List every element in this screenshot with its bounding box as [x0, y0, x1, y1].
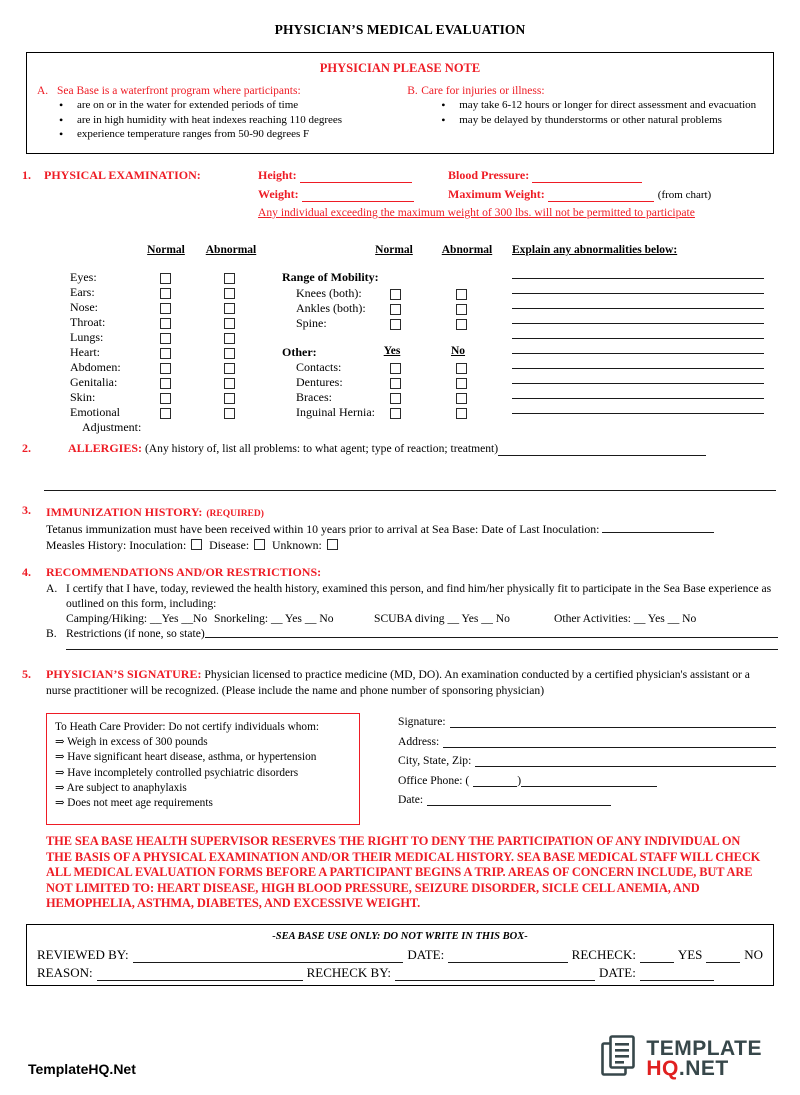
recheck-yes-input[interactable]: [640, 950, 674, 963]
checkbox-measles-inoculation[interactable]: [191, 539, 202, 550]
restrictions-input[interactable]: [205, 626, 778, 638]
header-abnormal-right: Abnormal: [441, 244, 493, 256]
signature-label: Signature:: [398, 715, 446, 728]
recheck-no-input[interactable]: [706, 950, 740, 963]
note-b-heading: [407, 85, 763, 97]
exam-label-lungs: Lungs:: [70, 330, 104, 344]
provider-item-text: Does not meet age requirements: [67, 797, 213, 810]
signature-fields: [398, 715, 776, 813]
section2-title: ALLERGIES:: [68, 441, 143, 455]
section2-body: [68, 441, 776, 456]
exam-label-genitalia: Genitalia:: [70, 375, 118, 389]
exam-label-ears: Ears:: [70, 285, 95, 299]
logo-wordmark: [646, 1036, 762, 1080]
height-field: [258, 168, 448, 183]
measles-disease-label: Disease:: [209, 538, 250, 552]
address-row: [398, 735, 776, 748]
checkbox-measles-unknown[interactable]: [327, 539, 338, 550]
note-a-heading: [37, 85, 407, 97]
exam-label-skin: Skin:: [70, 390, 96, 404]
section4-b-letter: B.: [46, 627, 57, 640]
activity-scuba-diving[interactable]: SCUBA diving __ Yes __ No: [374, 612, 510, 625]
templatehq-logo: [600, 1034, 762, 1083]
abnormality-explanation-lines: [512, 264, 764, 414]
activity-other[interactable]: Other Activities: __ Yes __ No: [554, 612, 697, 625]
explanation-line[interactable]: [512, 324, 764, 339]
note-a-letter: A.: [37, 85, 49, 97]
header-explain: Explain any abnormalities below:: [512, 244, 678, 256]
measles-label: Measles History: Inoculation:: [46, 538, 187, 552]
tetanus-row: [46, 521, 778, 537]
max-weight-label: Maximum Weight:: [448, 187, 545, 201]
header-normal-left: Normal: [147, 244, 185, 256]
section-physician-signature: [0, 667, 800, 707]
explanation-line[interactable]: [512, 279, 764, 294]
checkbox-inguinal-hernia-yes[interactable]: [390, 406, 401, 424]
list-item: • may be delayed by thunderstorms or other natural problems: [459, 113, 763, 128]
physician-note-column-a: [37, 85, 407, 142]
logo-net-text: .NET: [678, 1056, 729, 1080]
weight-maxweight-row: [258, 187, 788, 202]
required-tag: (REQUIRED): [206, 509, 264, 519]
allergies-continuation-line[interactable]: [44, 490, 776, 491]
weight-field: [258, 187, 448, 202]
recheck-date-label: DATE:: [599, 964, 636, 980]
address-input[interactable]: [443, 736, 776, 748]
checkbox-spine-abnormal[interactable]: [456, 317, 467, 335]
max-weight-input[interactable]: [548, 190, 654, 202]
other-label-braces: Braces:: [296, 390, 332, 404]
tetanus-text: Tetanus immunization must have been received within 10 years prior to arrival at Sea Base: Date of Last Inoculation:: [46, 522, 600, 536]
checkbox-emotional-normal[interactable]: [160, 406, 171, 424]
arrow-icon: ⇒: [55, 751, 65, 764]
mobility-label-knees: Knees (both):: [296, 286, 362, 300]
header-abnormal-left: Abnormal: [205, 244, 257, 256]
section3-body: [46, 503, 778, 553]
examination-grid: [0, 244, 800, 439]
section4-item-a: [46, 581, 778, 611]
mobility-label-ankles: Ankles (both):: [296, 301, 366, 315]
note-b-bullets: [407, 98, 763, 127]
note-a-bullets: [37, 98, 407, 142]
exam-label-adjustment: Adjustment:: [82, 420, 142, 434]
checkbox-measles-disease[interactable]: [254, 539, 265, 550]
section1-title: PHYSICAL EXAMINATION:: [44, 168, 201, 182]
section4-item-b: [46, 626, 778, 641]
max-weight-warning: Any individual exceeding the maximum weight of 300 lbs. will not be permitted to participate: [258, 206, 695, 219]
other-label-inguinal-hernia: Inguinal Hernia:: [296, 405, 375, 419]
section5-text: Physician licensed to practice medicine (MD, DO). An examination conducted by a certified physician's assistant or a nurse practitioner will be recognized. (Please include the name and phone number of sponsoring physician): [46, 668, 750, 697]
other-label-dentures: Dentures:: [296, 375, 343, 389]
explanation-line[interactable]: [512, 309, 764, 324]
restrictions-continuation-line[interactable]: [66, 649, 778, 650]
checkbox-emotional-abnormal[interactable]: [224, 406, 235, 424]
list-item: • may take 6-12 hours or longer for direct assessment and evacuation: [459, 98, 763, 113]
provider-and-signature-area: [0, 713, 800, 828]
sea-base-box-title: -SEA BASE USE ONLY: DO NOT WRITE IN THIS BOX-: [272, 930, 528, 942]
section4-number: 4.: [22, 565, 31, 579]
section2-number: 2.: [22, 441, 31, 455]
review-date-label: DATE:: [407, 946, 445, 962]
section5-number: 5.: [22, 667, 31, 681]
checkbox-spine-normal[interactable]: [390, 317, 401, 335]
provider-box-heading: To Heath Care Provider: Do not certify individuals whom:: [55, 721, 320, 733]
recheck-by-label: RECHECK BY:: [306, 964, 392, 980]
explanation-line[interactable]: [512, 294, 764, 309]
height-input[interactable]: [300, 171, 412, 183]
section4-body: [46, 565, 778, 650]
list-item: • are on or in the water for extended periods of time: [77, 98, 407, 113]
recheck-by-input[interactable]: [395, 968, 595, 981]
recheck-label: RECHECK:: [571, 946, 636, 962]
arrow-icon: ⇒: [55, 797, 65, 810]
section1-fields: [258, 168, 788, 219]
office-phone-area-input[interactable]: [473, 775, 517, 787]
logo-template-text: TEMPLATE: [646, 1036, 762, 1060]
explanation-line[interactable]: [512, 369, 764, 384]
recheck-no-label: NO: [744, 946, 763, 962]
signature-input[interactable]: [450, 716, 776, 728]
provider-item-text: Are subject to anaphylaxis: [66, 781, 187, 794]
section4-a-letter: A.: [46, 582, 58, 595]
signature-row: [398, 715, 776, 728]
tetanus-date-input[interactable]: [602, 521, 714, 533]
mobility-label-spine: Spine:: [296, 316, 327, 330]
provider-box-item: [55, 796, 351, 811]
city-state-zip-input[interactable]: [475, 755, 776, 767]
provider-box-item: [55, 750, 351, 765]
arrow-icon: ⇒: [55, 766, 65, 779]
exam-label-eyes: Eyes:: [70, 270, 97, 284]
height-bp-row: [258, 168, 788, 183]
exam-label-abdomen: Abdomen:: [70, 360, 121, 374]
sea-base-use-only-box: [26, 924, 774, 986]
blood-pressure-input[interactable]: [532, 171, 642, 183]
provider-box-item: [55, 735, 351, 750]
physician-note-box: [26, 52, 774, 154]
section3-title: IMMUNIZATION HISTORY:: [46, 505, 203, 519]
section5-title: PHYSICIAN’S SIGNATURE:: [46, 667, 202, 681]
other-heading: Other:: [282, 345, 317, 359]
physician-note-title: PHYSICIAN PLEASE NOTE: [319, 61, 481, 75]
office-phone-label: Office Phone: (: [398, 773, 470, 787]
date-label: Date:: [398, 793, 424, 806]
office-phone-paren: ): [517, 773, 522, 787]
office-phone-input[interactable]: [521, 775, 657, 787]
exam-label-emotional: Emotional: [70, 405, 120, 419]
physician-note-columns: [37, 85, 763, 142]
logo-hq-text: HQ: [646, 1056, 679, 1080]
header-normal-right: Normal: [375, 244, 413, 256]
section2-prompt: (Any history of, list all problems: to what agent; type of reaction; treatment): [144, 442, 499, 455]
section3-heading: [46, 503, 778, 521]
header-no: No: [450, 345, 466, 357]
explanation-line[interactable]: [512, 354, 764, 369]
section4-title: RECOMMENDATIONS AND/OR RESTRICTIONS:: [46, 565, 322, 579]
weight-input[interactable]: [302, 190, 414, 202]
arrow-icon: ⇒: [55, 736, 65, 749]
note-b-heading-text: Care for injuries or illness:: [421, 85, 545, 97]
provider-box-item: [55, 781, 351, 796]
date-input[interactable]: [427, 794, 611, 806]
reviewed-by-label: REVIEWED BY:: [37, 946, 129, 962]
blood-pressure-field: [448, 168, 788, 183]
note-a-heading-text: Sea Base is a waterfront program where participants:: [57, 85, 301, 97]
recheck-yes-label: YES: [677, 946, 703, 962]
page-footer: [0, 1025, 800, 1095]
weight-label: Weight:: [258, 187, 299, 201]
health-care-provider-box: [46, 713, 360, 825]
mobility-heading: Range of Mobility:: [282, 270, 379, 284]
exam-label-heart: Heart:: [70, 345, 100, 359]
note-b-letter: B.: [407, 85, 418, 97]
explanation-line[interactable]: [512, 384, 764, 399]
height-label: Height:: [258, 168, 297, 182]
logo-hqnet-text: [646, 1056, 762, 1080]
health-supervisor-warning: THE SEA BASE HEALTH SUPERVISOR RESERVES THE RIGHT TO DENY THE PARTICIPATION OF ANY INDIVIDUAL ON THE BASIS OF A PHYSICAL EXAMINATION AND/OR THEIR MEDICAL HISTORY. SEA BASE MEDICAL STAFF WILL CHECK ALL MEDICAL EVALUATION FORMS BEFORE A PARTICIPANT BEGINS A TRIP. AREAS OF CONCERN INCLUDE, BUT ARE NOT LIMITED TO: HEART DISEASE, HIGH BLOOD PRESSURE, SEIZURE DISORDER, SICLE CELL ANEMIA, AND HEMOPHELIA, ASTHMA, DIABETES, AND EXCESSIVE WEIGHT.: [46, 834, 761, 911]
measles-unknown-label: Unknown:: [272, 538, 322, 552]
exam-label-nose: Nose:: [70, 300, 98, 314]
physician-note-column-b: [407, 85, 763, 142]
date-row: [398, 793, 776, 806]
address-label: Address:: [398, 734, 440, 748]
from-chart-note: (from chart): [657, 189, 712, 201]
section-recommendations: [0, 565, 800, 657]
section-physical-examination: [0, 168, 800, 238]
measles-row: [46, 537, 778, 553]
section3-number: 3.: [22, 503, 31, 517]
provider-item-text: Have significant heart disease, asthma, or hypertension: [67, 751, 317, 764]
reason-input[interactable]: [97, 968, 303, 981]
recheck-date-input[interactable]: [640, 968, 714, 981]
blood-pressure-label: Blood Pressure:: [448, 168, 530, 182]
office-phone-row: [398, 774, 776, 787]
explanation-line[interactable]: [512, 399, 764, 414]
footer-site-name: TemplateHQ.Net: [28, 1061, 136, 1077]
arrow-icon: ⇒: [55, 781, 65, 794]
section5-body: [46, 667, 776, 698]
reviewed-by-input[interactable]: [133, 950, 404, 963]
explanation-line[interactable]: [512, 339, 764, 354]
reason-row: [37, 965, 763, 981]
section-allergies: [0, 441, 800, 483]
provider-item-text: Have incompletely controlled psychiatric disorders: [67, 766, 299, 779]
provider-item-text: Weigh in excess of 300 pounds: [67, 736, 208, 749]
list-item: • experience temperature ranges from 50-90 degrees F: [77, 127, 407, 142]
max-weight-field: [448, 187, 788, 202]
document-stack-icon: [600, 1034, 640, 1083]
checkbox-inguinal-hernia-no[interactable]: [456, 406, 467, 424]
header-yes: Yes: [383, 345, 401, 357]
reviewed-by-row: [37, 947, 763, 963]
section-immunization-history: [0, 503, 800, 555]
page-title: PHYSICIAN’S MEDICAL EVALUATION: [274, 22, 526, 37]
explanation-line[interactable]: [512, 264, 764, 279]
allergies-input[interactable]: [498, 444, 706, 456]
list-item: • are in high humidity with heat indexes reaching 110 degrees: [77, 113, 407, 128]
activity-camping-hiking[interactable]: Camping/Hiking: __Yes __No: [66, 612, 208, 625]
review-date-input[interactable]: [448, 950, 567, 963]
provider-box-item: [55, 766, 351, 781]
reason-label: REASON:: [37, 964, 93, 980]
city-state-zip-row: [398, 754, 776, 767]
exam-label-throat: Throat:: [70, 315, 106, 329]
city-state-zip-label: City, State, Zip:: [398, 754, 472, 767]
activity-options: [66, 612, 778, 625]
activity-snorkeling[interactable]: Snorkeling: __ Yes __ No: [214, 612, 334, 625]
section4-b-text: Restrictions (if none, so state): [66, 627, 205, 640]
section4-a-text: I certify that I have, today, reviewed the health history, examined this person, and find him/her physically fit to participate in the Sea Base experience as outlined on this form, including:: [66, 582, 772, 610]
other-label-contacts: Contacts:: [296, 360, 342, 374]
section1-number: 1.: [22, 168, 31, 182]
